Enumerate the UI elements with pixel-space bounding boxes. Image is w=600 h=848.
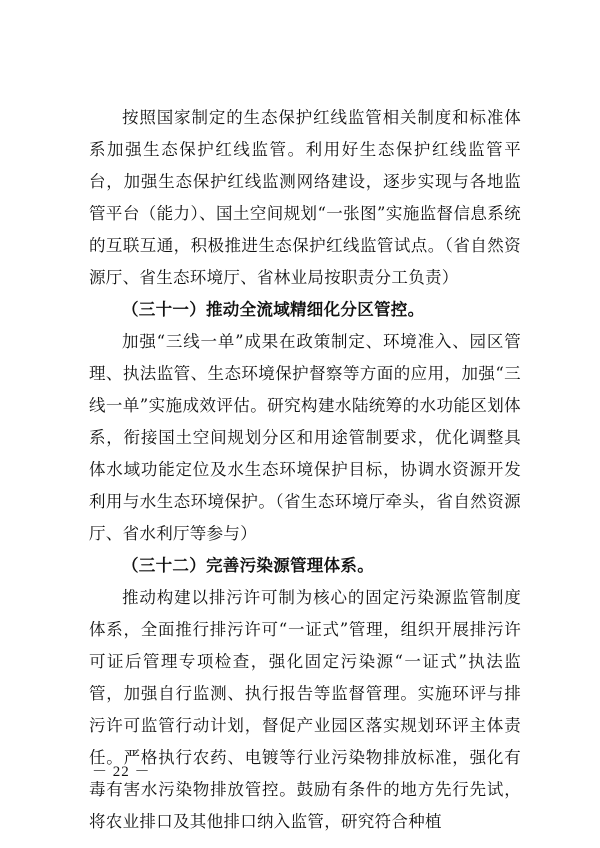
body-paragraph-red-line-supervision: 按照国家制定的生态保护红线监管相关制度和标准体系加强生态保护红线监管。利用好生态保护红线监管平台，加强生态保护红线监测网络建设，逐步实现与各地监管平台（能力）、国土空间规划“一张图”实施监督信息系统的互联互通，积极推进生态保护红线监管试点。（省自然资源厅、省生态环境厅、省林业局按职责分工负责） [89, 108, 521, 287]
section-heading-32: （三十二）完善污染源管理体系。 [122, 556, 374, 575]
section-heading-31: （三十一）推动全流域精细化分区管控。 [122, 300, 425, 319]
page-number: － 22 － [92, 764, 151, 780]
body-paragraph-zoning-control: 加强“三线一单”成果在政策制定、环境准入、园区管理、执法监管、生态环境保护督察等方面的应用，加强“三线一单”实施成效评估。研究构建水陆统筹的水功能区划体系，衔接国土空间规划分区和用途管制要求，优化调整具体水域功能定位及水生态环境保护目标，协调水资源开发利用与水生态环境保护。（省生态环境厅牵头，省自然资源厅、省水利厅等参与） [89, 332, 521, 543]
document-body [89, 102, 521, 838]
body-paragraph-pollution-source: 推动构建以排污许可制为核心的固定污染源监管制度体系，全面推行排污许可“一证式”管理，组织开展排污许可证后管理专项检查，强化固定污染源“一证式”执法监管，加强自行监测、执行报告等监督管理。实施环评与排污许可监管行动计划，督促产业园区落实规划环评主体责任。严格执行农药、电镀等行业污染物排放标准，强化有毒有害水污染物排放管控。鼓励有条件的地方先行先试，将农业排口及其他排口纳入监管，研究符合种植 [89, 588, 521, 831]
